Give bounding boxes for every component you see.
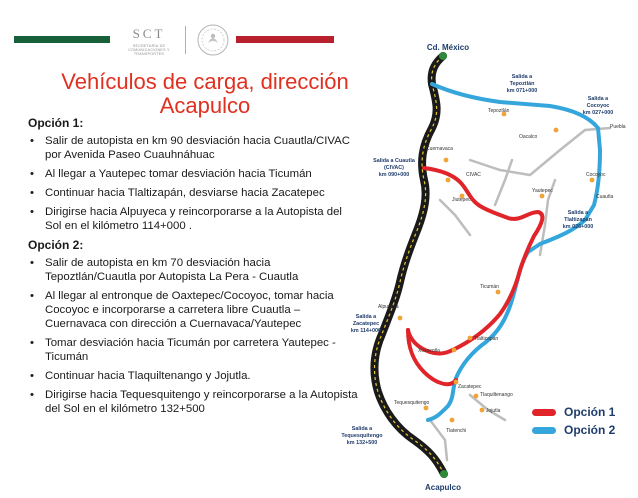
svg-text:Salida a Cuautla: Salida a Cuautla [373, 158, 415, 164]
svg-text:km 090+000: km 090+000 [378, 172, 410, 178]
endpoint-acapulco: Acapulco [424, 483, 462, 492]
place-puebla: Puebla [610, 124, 626, 130]
svg-text:Salida a: Salida a [355, 314, 377, 320]
place-zacatepec: Zacatepec [458, 384, 482, 390]
svg-text:km 071+000: km 071+000 [506, 88, 538, 94]
option2-step: • Tomar desviación hacia Ticumán por carretera Yautepec - Ticumán [28, 336, 358, 364]
place-tepoztlan: Tepoztlán [488, 108, 510, 114]
place-ticuman: Ticumán [480, 284, 499, 290]
exit-label-tequesquitengo [341, 426, 383, 446]
legend-label-option2: Opción 2 [564, 423, 616, 437]
place-cuautla: Cuautla [596, 194, 614, 200]
map-endpoint-bottom [425, 470, 461, 492]
route-option2 [428, 84, 600, 420]
svg-text:Salida a: Salida a [587, 96, 609, 102]
legend-item-option2 [532, 421, 636, 439]
option2-title: Opción 2: [28, 238, 84, 252]
exit-label-cuautla [373, 158, 416, 178]
option2-step: • Salir de autopista en km 70 desviación hacia Tepoztlán/Cuautla por Autopista La Pera - Cuautla [28, 256, 358, 284]
endpoint-cd-mexico: Cd. México [426, 43, 470, 52]
option2-step: • Dirigirse hacia Tequesquitengo y reincorporarse a la Autopista del Sol en el kilómetro 132+500 [28, 388, 358, 416]
legend-swatch-blue [532, 427, 556, 434]
page-title-line2: Acapulco [159, 93, 251, 118]
place-jojutla: Jojutla [486, 408, 501, 414]
place-civac: CIVAC [466, 172, 481, 178]
sct-logo-subtext: SECRETARÍA DE COMUNICACIONES Y TRANSPORTES [128, 44, 170, 57]
place-cuernavaca: Cuernavaca [426, 146, 453, 152]
place-alpuyeca: Alpuyeca [378, 304, 399, 310]
svg-text:Tequesquitengo: Tequesquitengo [341, 433, 383, 439]
svg-text:Zacatepec: Zacatepec [352, 321, 380, 327]
autopista-del-sol [375, 56, 444, 474]
place-tlaquiltenango: Tlaquiltenango [480, 392, 513, 398]
option1-step: • Salir de autopista en km 90 desviación hacia Cuautla/CIVAC por Avenida Paseo Cuauhnáhuac [28, 134, 358, 162]
place-tlaltizapan: Tlaltizapán [474, 336, 499, 342]
place-yautepec: Yautepec [532, 188, 553, 194]
place-jiutepec: Jiutepec [452, 197, 471, 203]
svg-text:Salida a: Salida a [351, 426, 373, 432]
svg-text:Cocoyoc: Cocoyoc [586, 103, 610, 109]
svg-text:(CIVAC): (CIVAC) [384, 165, 404, 171]
place-tlatenchi: Tlatenchi [446, 428, 467, 434]
svg-text:km 027+000: km 027+000 [582, 110, 614, 116]
option2-step: • Continuar hacia Tlaquiltenango y Jojutla. [28, 369, 358, 383]
svg-text:km 026+000: km 026+000 [562, 224, 594, 230]
legend-swatch-red [532, 409, 556, 416]
svg-text:Tepoztlán: Tepoztlán [509, 81, 535, 87]
svg-text:Salida a: Salida a [511, 74, 533, 80]
map-legend [532, 403, 636, 439]
option1-step: • Dirigirse hacia Alpuyeca y reincorporarse a la Autopista del Sol en el kilómetro 114+000 . [28, 205, 358, 233]
option1-step: • Al llegar a Yautepec tomar desviación hacia Ticumán [28, 167, 358, 181]
svg-text:Salida a: Salida a [567, 210, 589, 216]
place-oacalco: Oacalco [519, 134, 538, 140]
option1-step: • Continuar hacia Tlaltizapán, desviarse hacia Zacatepec [28, 186, 358, 200]
option2-step: • Al llegar al entronque de Oaxtepec/Cocoyoc, tomar hacia Cocoyoc e incorporarse a carretera libre Cuautla – Cuernavaca con dirección a Cuernavaca/Yautepec [28, 289, 358, 331]
svg-text:km 132+500: km 132+500 [346, 440, 378, 446]
place-cocoyoc: Cocoyoc [586, 172, 606, 178]
option1-title: Opción 1: [28, 116, 84, 130]
svg-text:Tlaltizapán: Tlaltizapán [564, 217, 592, 223]
legend-item-option1 [532, 403, 636, 421]
page-title-line1: Vehículos de carga, dirección [61, 69, 349, 94]
exit-label-cocoyoc [583, 96, 613, 116]
sct-logo-text: SCT [132, 26, 166, 41]
place-xoxocotla: Xoxocotla [418, 348, 440, 354]
exit-label-tepoztlan [507, 74, 537, 94]
exit-label-zacatepec [351, 314, 381, 334]
map-endpoint-top [427, 43, 469, 60]
svg-text:km 114+000: km 114+000 [350, 328, 382, 334]
place-tequesquitengo: Tequesquitengo [394, 400, 430, 406]
legend-label-option1: Opción 1 [564, 405, 616, 419]
